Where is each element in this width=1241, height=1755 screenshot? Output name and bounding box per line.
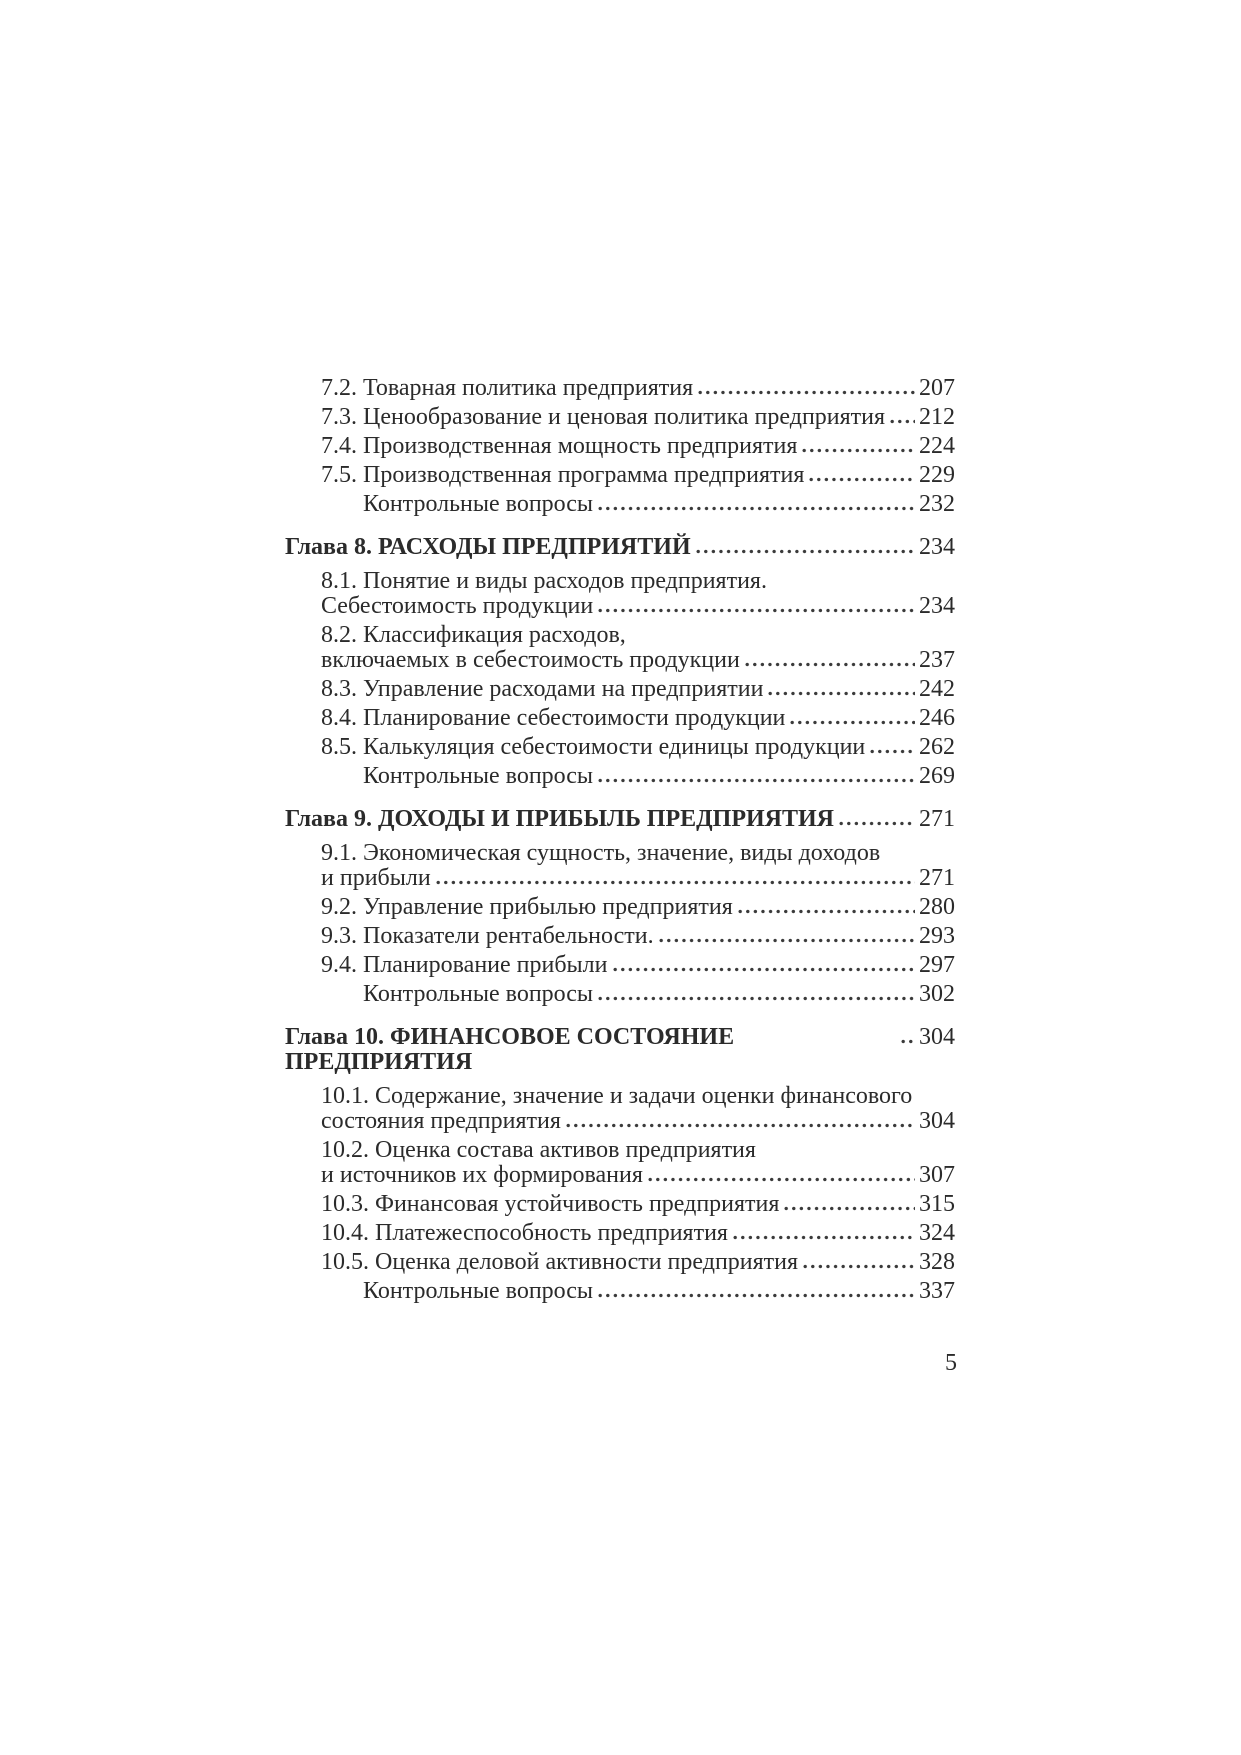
toc-entry-page-number: 232 — [919, 491, 955, 517]
toc-entry-label: 10.4. Платежеспособность предприятия — [321, 1220, 728, 1246]
toc-entry-label: Контрольные вопросы — [363, 981, 594, 1007]
toc-entry-label: Контрольные вопросы — [363, 491, 594, 517]
dot-leader — [890, 419, 915, 424]
toc-entry-label: 9.1. Экономическая сущность, значение, виды доходов — [321, 840, 881, 866]
dot-leader — [648, 1177, 915, 1182]
toc-entry-page-number: 229 — [919, 462, 955, 488]
toc-item-entry — [285, 463, 955, 488]
toc-entry-label: 10.1. Содержание, значение и задачи оценки финансового — [321, 1083, 913, 1109]
toc-entry-label: 7.2. Товарная политика предприятия — [321, 375, 694, 401]
toc-entry-label: включаемых в себестоимость продукции — [321, 647, 740, 673]
toc-item-entry — [285, 434, 955, 459]
toc-item-entry — [285, 735, 955, 760]
toc-entry-page-number: 324 — [919, 1220, 955, 1246]
dot-leader — [790, 720, 915, 725]
dot-leader — [598, 778, 915, 783]
dot-leader — [802, 448, 915, 453]
dot-leader — [659, 938, 915, 943]
toc-entry-line — [321, 1192, 955, 1217]
toc-questions-entry — [285, 764, 955, 789]
toc-entry-line — [321, 841, 955, 866]
toc-entry-line — [363, 1279, 955, 1304]
toc-entry-label: 8.4. Планирование себестоимости продукции — [321, 705, 786, 731]
toc-entry-line — [321, 677, 955, 702]
toc-entry-label: 8.1. Понятие и виды расходов предприятия. — [321, 568, 767, 594]
toc-item-entry — [285, 953, 955, 978]
toc-entry-line — [321, 376, 955, 401]
toc-entry-page-number: 269 — [919, 763, 955, 789]
dot-leader — [733, 1235, 915, 1240]
toc-entry-line — [321, 735, 955, 760]
toc-entry-label: Глава 8. РАСХОДЫ ПРЕДПРИЯТИЙ — [285, 534, 691, 560]
toc-entry-page-number: 212 — [919, 404, 955, 430]
toc-chapter-entry — [285, 807, 955, 832]
toc-item-entry — [285, 1250, 955, 1275]
toc-entry-label: и источников их формирования — [321, 1162, 643, 1188]
toc-entry-label: 10.2. Оценка состава активов предприятия — [321, 1137, 756, 1163]
dot-leader — [696, 549, 915, 554]
toc-entry-label: 9.2. Управление прибылью предприятия — [321, 894, 733, 920]
toc-entry-line — [363, 982, 955, 1007]
toc-entry-page-number: 302 — [919, 981, 955, 1007]
toc-entry-line — [321, 924, 955, 949]
toc-item-entry — [285, 706, 955, 731]
dot-leader — [598, 506, 915, 511]
toc-entry-line — [363, 764, 955, 789]
toc-entry-label: 9.3. Показатели рентабельности. — [321, 923, 654, 949]
dot-leader — [870, 749, 915, 754]
toc-entry-page-number: 293 — [919, 923, 955, 949]
toc-entry-label: Себестоимость продукции — [321, 593, 594, 619]
toc-item-entry — [285, 895, 955, 920]
toc-entry-page-number: 271 — [919, 806, 955, 832]
page-number: 5 — [945, 1350, 957, 1376]
toc-entry-label: 7.5. Производственная программа предприятия — [321, 462, 805, 488]
toc-entry-line — [321, 405, 955, 430]
toc-item-entry — [285, 924, 955, 949]
toc-item-entry — [285, 841, 955, 891]
toc-entry-line — [321, 594, 955, 619]
toc-entry-line — [321, 648, 955, 673]
dot-leader — [738, 909, 915, 914]
toc-entry-label: 10.3. Финансовая устойчивость предприятия — [321, 1191, 780, 1217]
toc-entry-page-number: 224 — [919, 433, 955, 459]
toc-entry-label: 8.5. Калькуляция себестоимости единицы продукции — [321, 734, 866, 760]
toc-entry-line — [321, 953, 955, 978]
toc-questions-entry — [285, 982, 955, 1007]
dot-leader — [566, 1123, 915, 1128]
toc-item-entry — [285, 1084, 955, 1134]
toc-item-entry — [285, 569, 955, 619]
toc-questions-entry — [285, 492, 955, 517]
toc-entry-page-number: 271 — [919, 865, 955, 891]
toc-entry-line — [321, 1109, 955, 1134]
toc-entry-line — [321, 895, 955, 920]
toc-entry-line — [321, 1138, 955, 1163]
toc-entry-line — [321, 1084, 955, 1109]
toc-entry-label: состояния предприятия — [321, 1108, 561, 1134]
toc-entry-label: 10.5. Оценка деловой активности предприятия — [321, 1249, 799, 1275]
toc-entry-line — [321, 569, 955, 594]
dot-leader — [809, 477, 915, 482]
toc-entry-page-number: 262 — [919, 734, 955, 760]
toc-entry-page-number: 304 — [919, 1108, 955, 1134]
dot-leader — [745, 662, 915, 667]
toc-entry-line — [321, 866, 955, 891]
toc-entry-page-number: 242 — [919, 676, 955, 702]
toc-entry-page-number: 237 — [919, 647, 955, 673]
toc-chapter-entry — [285, 535, 955, 560]
toc-entry-line — [285, 807, 955, 832]
toc-entry-label: 9.4. Планирование прибыли — [321, 952, 608, 978]
toc-entry-line — [321, 1221, 955, 1246]
toc-questions-entry — [285, 1279, 955, 1304]
toc-entry-page-number: 304 — [919, 1024, 955, 1050]
toc-entry-line — [321, 1250, 955, 1275]
toc-entry-label: Контрольные вопросы — [363, 763, 594, 789]
toc-entry-line — [285, 1025, 955, 1075]
toc-entry-line — [321, 623, 955, 648]
dot-leader — [436, 880, 915, 885]
toc-entry-page-number: 297 — [919, 952, 955, 978]
toc-entry-line — [321, 434, 955, 459]
toc-entry-page-number: 337 — [919, 1278, 955, 1304]
dot-leader — [784, 1206, 915, 1211]
toc-item-entry — [285, 1138, 955, 1188]
toc-entry-page-number: 315 — [919, 1191, 955, 1217]
toc-entry-label: Глава 9. ДОХОДЫ И ПРИБЫЛЬ ПРЕДПРИЯТИЯ — [285, 806, 834, 832]
toc-entry-label: Глава 10. ФИНАНСОВОЕ СОСТОЯНИЕ ПРЕДПРИЯТИЯ — [285, 1024, 741, 1075]
dot-leader — [839, 821, 915, 826]
toc-entry-label: 7.4. Производственная мощность предприятия — [321, 433, 798, 459]
dot-leader — [598, 996, 915, 1001]
dot-leader — [598, 1293, 915, 1298]
toc-item-entry — [285, 623, 955, 673]
dot-leader — [698, 390, 915, 395]
toc — [285, 376, 955, 1304]
toc-item-entry — [285, 376, 955, 401]
toc-entry-page-number: 280 — [919, 894, 955, 920]
toc-entry-line — [363, 492, 955, 517]
dot-leader — [768, 691, 915, 696]
toc-item-entry — [285, 1192, 955, 1217]
toc-entry-label: Контрольные вопросы — [363, 1278, 594, 1304]
dot-leader — [598, 608, 915, 613]
toc-item-entry — [285, 405, 955, 430]
toc-entry-line — [321, 463, 955, 488]
dot-leader — [901, 1039, 915, 1044]
toc-entry-line — [285, 535, 955, 560]
toc-entry-line — [321, 706, 955, 731]
toc-item-entry — [285, 677, 955, 702]
toc-entry-label: 7.3. Ценообразование и ценовая политика предприятия — [321, 404, 886, 430]
toc-entry-line — [321, 1163, 955, 1188]
toc-entry-page-number: 307 — [919, 1162, 955, 1188]
toc-entry-page-number: 234 — [919, 593, 955, 619]
toc-entry-page-number: 207 — [919, 375, 955, 401]
dot-leader — [803, 1264, 915, 1269]
toc-entry-page-number: 234 — [919, 534, 955, 560]
toc-item-entry — [285, 1221, 955, 1246]
toc-entry-label: 8.3. Управление расходами на предприятии — [321, 676, 764, 702]
toc-entry-page-number: 328 — [919, 1249, 955, 1275]
toc-entry-label: 8.2. Классификация расходов, — [321, 622, 626, 648]
dot-leader — [613, 967, 916, 972]
toc-entry-page-number: 246 — [919, 705, 955, 731]
toc-entry-label: и прибыли — [321, 865, 431, 891]
toc-chapter-entry — [285, 1025, 955, 1075]
